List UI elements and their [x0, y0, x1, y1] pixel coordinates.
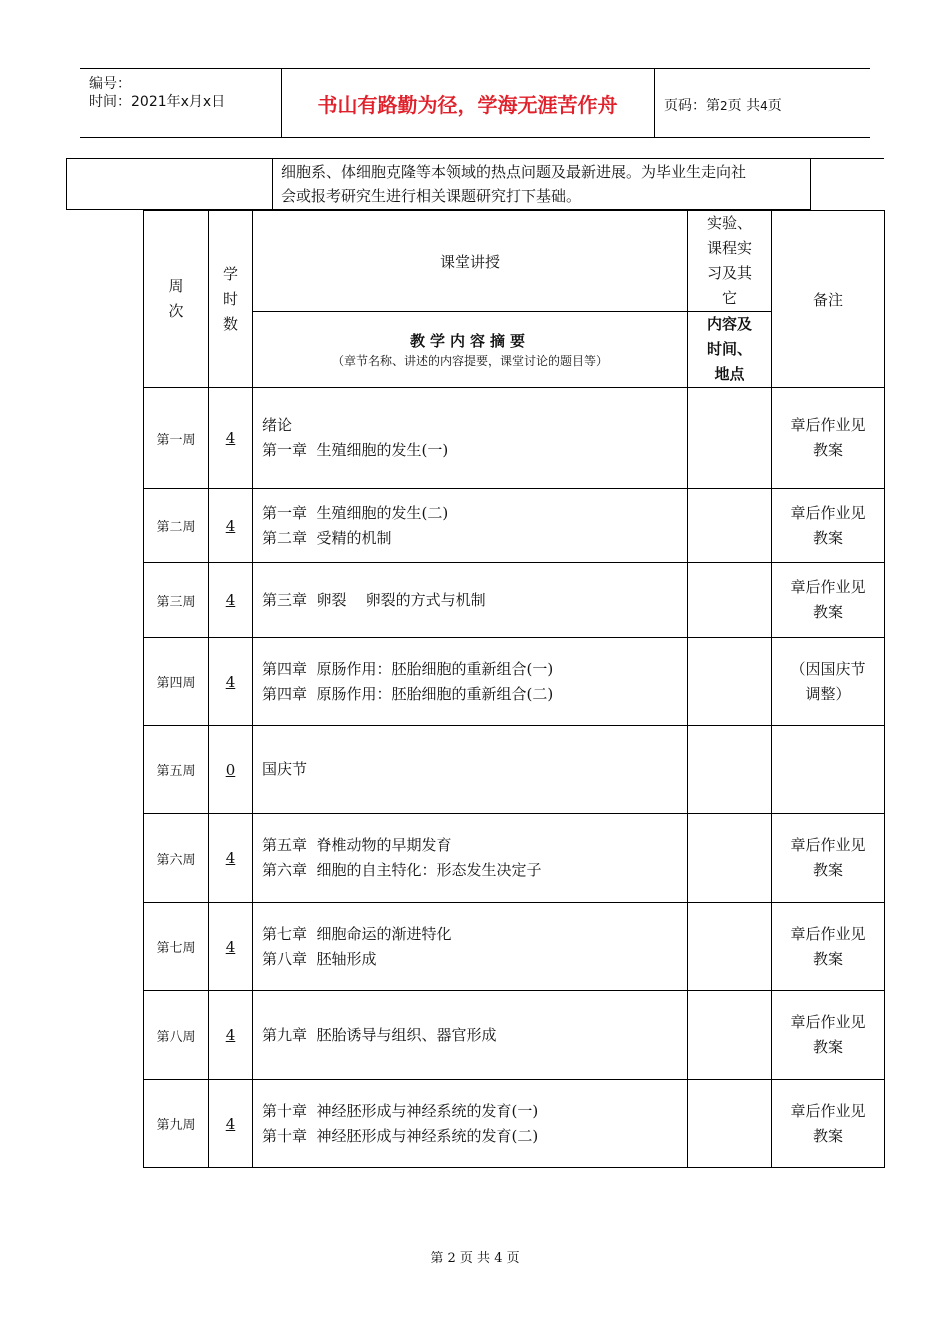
intro-top-rule	[811, 158, 884, 159]
experiment-cell	[688, 991, 772, 1080]
note-line: 教案	[812, 603, 843, 621]
hours-value: 0	[225, 760, 236, 779]
header-exp-line: 实验、	[706, 214, 752, 232]
page-suffix: 页	[767, 98, 782, 114]
content-line: 第十章 神经胚形成与神经系统的发育(二)	[262, 1126, 539, 1145]
note-cell	[772, 991, 885, 1080]
header-hours-char: 学	[222, 264, 238, 283]
note-cell	[772, 563, 885, 638]
footer-suffix: 页	[506, 1251, 520, 1266]
intro-line-2: 会或报考研究生进行相关课题研究打下基础。	[281, 186, 582, 205]
table-row	[144, 991, 885, 1080]
footer-prefix: 第	[430, 1251, 444, 1266]
note-line: 章后作业见	[790, 836, 866, 854]
table-row	[144, 388, 885, 489]
note-line: 教案	[812, 1126, 843, 1145]
footer-page: 2	[447, 1251, 456, 1266]
header-note: 备注	[772, 211, 885, 388]
content-line: 第四章 原肠作用：胚胎细胞的重新组合(一)	[262, 659, 554, 678]
page-header	[80, 68, 870, 138]
content-cell	[253, 638, 688, 726]
footer-mid: 页 共	[459, 1251, 491, 1266]
note-cell	[772, 814, 885, 903]
header-week	[144, 211, 209, 388]
note-cell	[772, 903, 885, 991]
page-footer	[0, 1247, 950, 1266]
content-line: 第六章 细胞的自主特化：形态发生决定子	[262, 861, 542, 879]
content-line: 第十章 神经胚形成与神经系统的发育(一)	[262, 1101, 539, 1120]
intro-box	[66, 158, 811, 210]
table-row	[144, 489, 885, 563]
header-exp2-line: 内容及	[706, 315, 752, 333]
week-cell: 第六周	[144, 814, 209, 903]
schedule-table	[143, 210, 885, 1168]
week-cell: 第七周	[144, 903, 209, 991]
week-cell: 第二周	[144, 489, 209, 563]
table-row	[144, 903, 885, 991]
week-cell: 第三周	[144, 563, 209, 638]
note-line: 教案	[812, 1038, 843, 1056]
hours-cell	[209, 388, 253, 489]
content-cell	[253, 489, 688, 563]
note-line: 调整）	[805, 684, 851, 703]
hours-cell	[209, 991, 253, 1080]
experiment-cell	[688, 563, 772, 638]
week-cell: 第九周	[144, 1080, 209, 1168]
hours-cell	[209, 563, 253, 638]
experiment-cell	[688, 726, 772, 814]
header-exp-details	[688, 312, 772, 388]
note-cell	[772, 489, 885, 563]
page-number: 2	[720, 99, 728, 113]
content-line: 第四章 原肠作用：胚胎细胞的重新组合(二)	[262, 684, 554, 703]
hours-cell	[209, 489, 253, 563]
note-cell	[772, 1080, 885, 1168]
table-row	[144, 814, 885, 903]
note-line: 教案	[812, 949, 843, 968]
content-cell	[253, 563, 688, 638]
hours-cell	[209, 638, 253, 726]
content-line: 第二章 受精的机制	[262, 528, 392, 547]
experiment-cell	[688, 638, 772, 726]
note-line: 章后作业见	[790, 1013, 866, 1031]
page-mid: 页 共	[727, 98, 761, 114]
content-line: 第一章 生殖细胞的发生(一)	[262, 441, 449, 459]
header-hours-char: 时	[222, 289, 238, 308]
intro-line-1: 细胞系、体细胞克隆等本领域的热点问题及最新进展。为毕业生走向社	[281, 162, 747, 181]
header-exp-line: 课程实	[706, 239, 752, 257]
note-line: 教案	[812, 528, 843, 547]
experiment-cell	[688, 1080, 772, 1168]
hours-value: 4	[225, 591, 236, 609]
hours-value: 4	[225, 1114, 236, 1133]
header-hours-char: 数	[222, 314, 238, 333]
table-row	[144, 563, 885, 638]
hours-cell	[209, 1080, 253, 1168]
content-cell	[253, 814, 688, 903]
id-label: 编号：	[89, 76, 131, 92]
note-cell	[772, 726, 885, 814]
page-indicator	[664, 95, 782, 115]
summary-title: 教学内容摘要	[409, 331, 530, 350]
experiment-cell	[688, 388, 772, 489]
hours-value: 4	[225, 516, 236, 535]
hours-cell	[209, 814, 253, 903]
week-cell: 第五周	[144, 726, 209, 814]
header-summary	[253, 312, 688, 388]
hours-cell	[209, 726, 253, 814]
header-row-1	[144, 211, 885, 312]
content-cell	[253, 726, 688, 814]
content-cell	[253, 903, 688, 991]
page-prefix: 页码：第	[664, 98, 720, 114]
content-line: 第八章 胚轴形成	[262, 949, 377, 968]
table-row	[144, 638, 885, 726]
week-cell: 第四周	[144, 638, 209, 726]
header-week-char: 次	[168, 302, 184, 320]
hours-value: 4	[225, 937, 236, 956]
note-line: 章后作业见	[790, 1101, 866, 1120]
content-line: 第九章 胚胎诱导与组织、器官形成	[262, 1025, 497, 1044]
experiment-cell	[688, 489, 772, 563]
intro-text	[272, 158, 812, 210]
note-line: 章后作业见	[790, 924, 866, 943]
content-line: 绪论	[262, 416, 293, 434]
note-line: 教案	[812, 861, 843, 879]
header-exp-line: 它	[721, 289, 737, 307]
content-line: 国庆节	[262, 760, 308, 778]
note-line: 章后作业见	[790, 578, 866, 596]
header-lecture: 课堂讲授	[253, 211, 688, 312]
note-cell	[772, 388, 885, 489]
experiment-cell	[688, 903, 772, 991]
hours-value: 4	[225, 849, 236, 867]
motto: 书山有路勤为径，学海无涯苦作舟	[281, 69, 655, 137]
content-line: 第七章 细胞命运的渐进特化	[262, 924, 452, 943]
content-cell	[253, 991, 688, 1080]
content-line: 第一章 生殖细胞的发生(二)	[262, 503, 449, 522]
content-line: 第三章 卵裂 卵裂的方式与机制	[262, 590, 486, 609]
table-row	[144, 1080, 885, 1168]
content-cell	[253, 1080, 688, 1168]
header-week-char: 周	[168, 277, 184, 295]
note-line: 章后作业见	[790, 503, 866, 522]
header-meta	[80, 69, 282, 137]
content-line: 第五章 脊椎动物的早期发育	[262, 836, 452, 854]
experiment-cell	[688, 814, 772, 903]
hours-cell	[209, 903, 253, 991]
week-cell: 第一周	[144, 388, 209, 489]
hours-value: 4	[225, 1026, 236, 1044]
header-hours	[209, 211, 253, 388]
note-line: 章后作业见	[790, 416, 866, 434]
week-cell: 第八周	[144, 991, 209, 1080]
hours-value: 4	[225, 672, 236, 691]
note-line: （因国庆节	[790, 659, 866, 678]
page-total: 4	[760, 99, 768, 113]
header-exp2-line: 时间、	[706, 340, 752, 358]
note-cell	[772, 638, 885, 726]
summary-subtitle: （章节名称、讲述的内容提要，课堂讨论的题目等）	[331, 353, 608, 368]
table-row	[144, 726, 885, 814]
note-line: 教案	[812, 441, 843, 459]
footer-total: 4	[494, 1251, 503, 1266]
header-exp2-line: 地点	[714, 365, 745, 383]
date-line: 时间：2021年x月x日	[89, 94, 226, 110]
header-experiment	[688, 211, 772, 312]
content-cell	[253, 388, 688, 489]
header-exp-line: 习及其	[706, 264, 752, 282]
hours-value: 4	[225, 429, 236, 447]
